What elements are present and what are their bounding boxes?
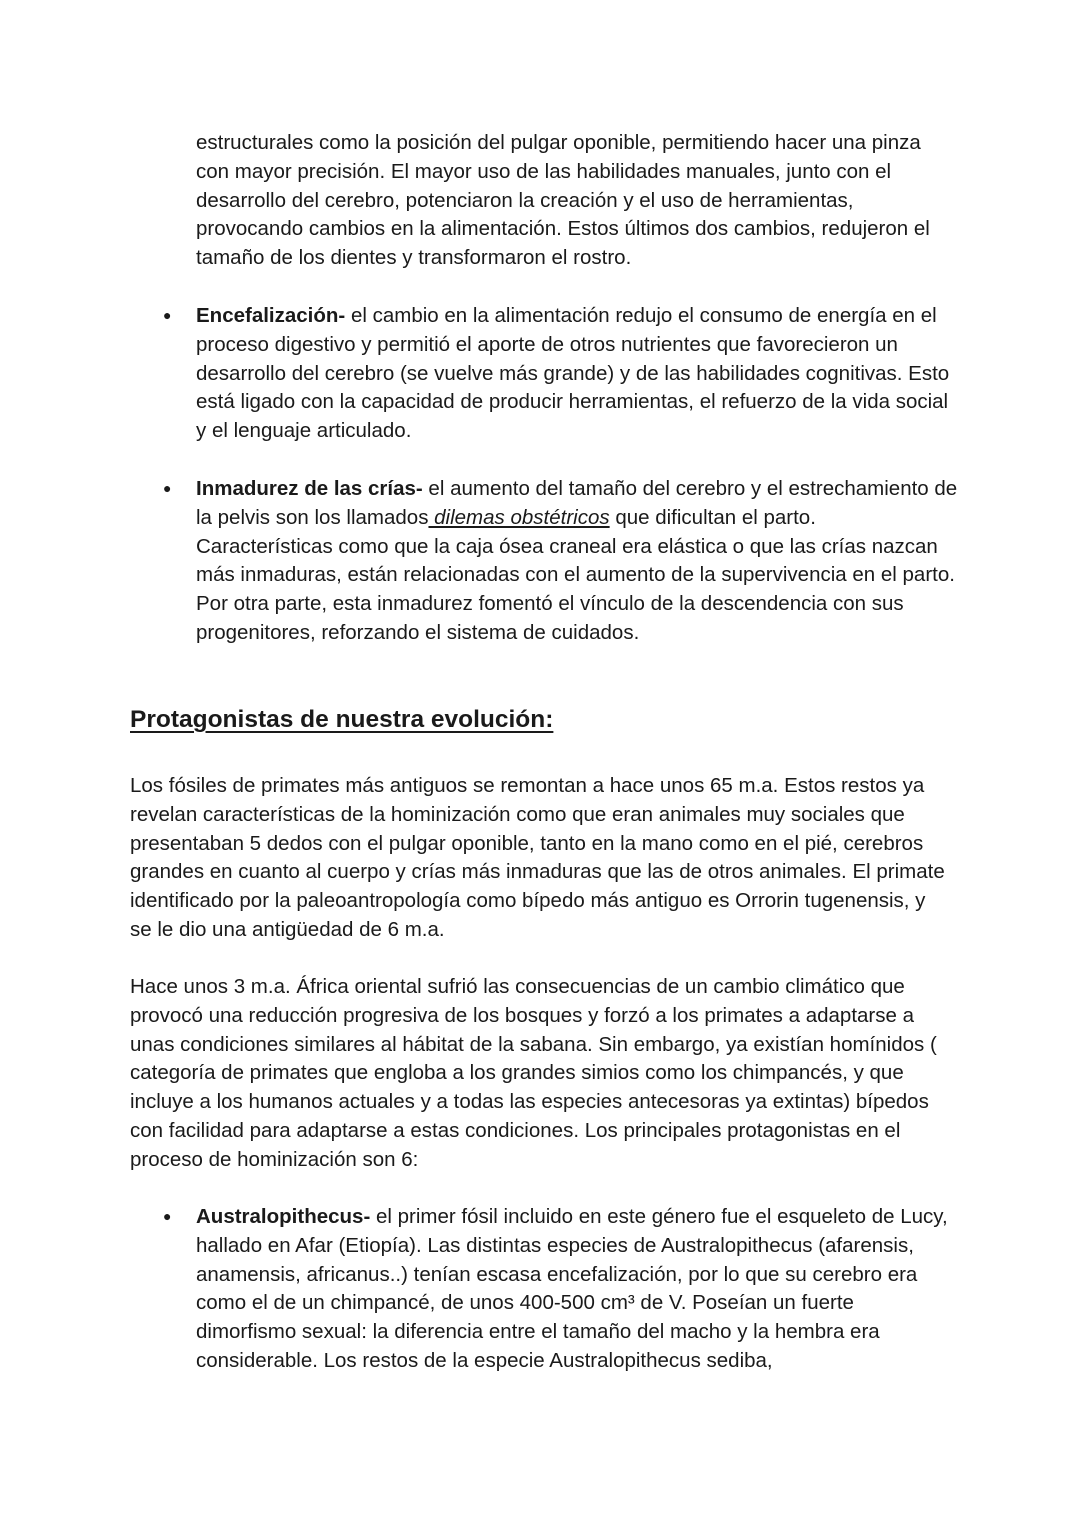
section-heading: Protagonistas de nuestra evolución: bbox=[130, 706, 554, 733]
paragraph-fosiles: Los fósiles de primates más antiguos se remontan a hace unos 65 m.a. Estos restos ya revelan características de la hominización como que eran animales muy sociales que presentaban 5 dedos con el pulgar oponible, tanto en la mano como en el pié, cerebros grandes en cuanto al cuerpo y crías más inmaduras que las de otros animales. El primate identificado por la paleoantropología como bípedo más antiguo es Orrorin tugenensis, y se le dio una antigüedad de 6 m.a. bbox=[130, 774, 945, 941]
bullet-text: el aumento del tamaño del cerebro y el estrechamiento de la pelvis son los llamados bbox=[196, 477, 958, 529]
dilemas-obstetricos-link[interactable]: dilemas obstétricos bbox=[428, 505, 610, 529]
bullet-icon bbox=[163, 1203, 177, 1233]
bullet-icon bbox=[163, 475, 177, 505]
bullet-term: Encefalización- bbox=[196, 304, 346, 327]
bullet-text: el primer fósil incluido en este género fue el esqueleto de Lucy, hallado en Afar (Etiopía). Las distintas especies de Australopithecus (afarensis, anamensis, africanus..) tenían escasa encefalización, por lo que su cerebro era como el de un chimpancé, de unos 400-500 cm³ de V. Poseían un fuerte dimorfismo sexual: la diferencia entre el tamaño del macho y la hembra era considerable. Los restos de la especie Australopithecus sediba, bbox=[196, 1205, 948, 1372]
bullet-inmadurez bbox=[196, 475, 958, 648]
paragraph-africa: Hace unos 3 m.a. África oriental sufrió las consecuencias de un cambio climático que provocó una reducción progresiva de los bosques y forzó a los primates a adaptarse a unas condiciones similares al hábitat de la sabana. Sin embargo, ya existían homínidos ( categoría de primates que engloba a los grandes simios como los chimpancés, y que incluye a los humanos actuales y a todas las especies antecesoras ya extintas) bípedos con facilidad para adaptarse a estas condiciones. Los principales protagonistas en el proceso de hominización son 6: bbox=[130, 975, 937, 1171]
bullet-encefalizacion bbox=[196, 302, 956, 446]
bullet-text: el cambio en la alimentación redujo el consumo de energía en el proceso digestivo y permitió el aporte de otros nutrientes que favorecieron un desarrollo del cerebro (se vuelve más grande) y de las habilidades cognitivas. Esto está ligado con la capacidad de producir herramientas, el refuerzo de la vida social y el lenguaje articulado. bbox=[196, 304, 950, 443]
bullet-term: Inmadurez de las crías- bbox=[196, 477, 423, 500]
bullet-term: Australopithecus- bbox=[196, 1205, 371, 1228]
bullet-icon bbox=[163, 302, 177, 332]
bullet-australopithecus bbox=[196, 1203, 958, 1376]
bullet-text: que dificultan el parto. Características como que la caja ósea craneal era elástica o que las crías nazcan más inmaduras, están relacionadas con el aumento de la supervivencia en el parto. Por otra parte, esta inmadurez fomentó el vínculo de la descendencia con sus progenitores, reforzando el sistema de cuidados. bbox=[196, 505, 955, 644]
intro-paragraph: estructurales como la posición del pulgar oponible, permitiendo hacer una pinza con mayor precisión. El mayor uso de las habilidades manuales, junto con el desarrollo del cerebro, potenciaron la creación y el uso de herramientas, provocando cambios en la alimentación. Estos últimos dos cambios, redujeron el tamaño de los dientes y transformaron el rostro. bbox=[196, 131, 930, 270]
